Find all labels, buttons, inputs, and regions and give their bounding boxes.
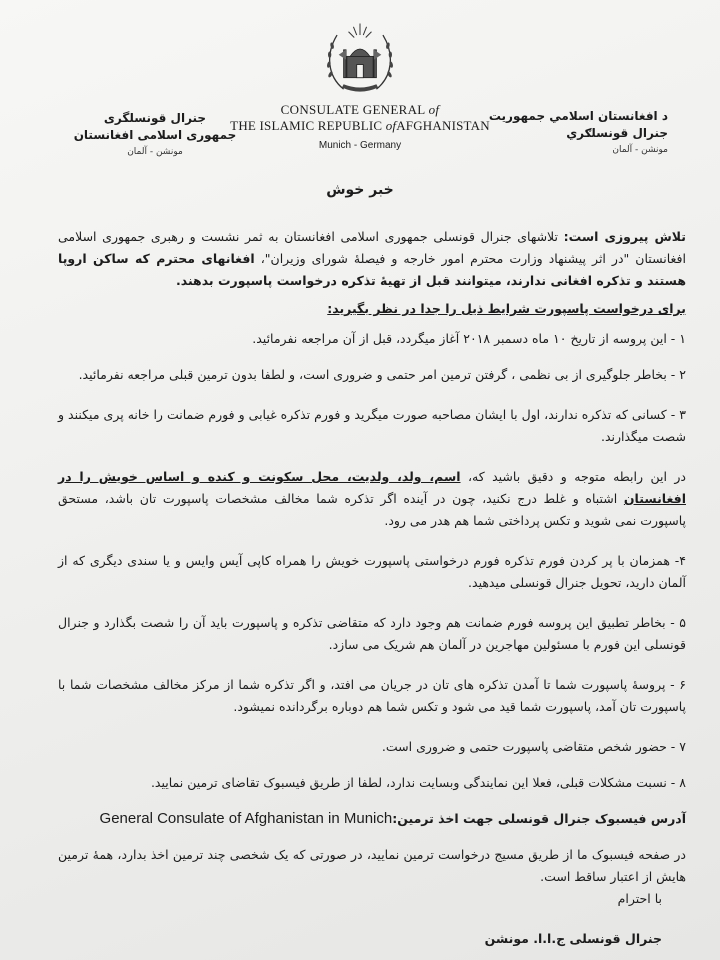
condition-item-6: ۶ - پروسهٔ پاسپورت شما تا آمدن تذکره های تان در جریان می افتد، و اگر تذکره شما از مرکز مخالف مشخصات شما با پاسپورت تان آمد، پاسپورت شما قید می شود و تکس شما هم دوباره برگردانده نمیشود. xyxy=(58,677,686,714)
condition-item-7: ۷ - حضور شخص متقاضی پاسپورت حتمی و ضروری است. xyxy=(381,739,686,754)
condition-item-8: ۸ - نسبت مشکلات قبلی، فعلا این نمایندگی وبسایت ندارد، لطفا از طریق فیسبوک تقاضای ترمین نمایید. xyxy=(150,775,686,790)
condition-item-2: ۲ - بخاطر جلوگیری از بی نظمی ، گرفتن ترمین امر حتمی و ضروری است، و لطفا بدون ترمین قبلی مراجعه نفرمائید. xyxy=(78,367,686,382)
letterhead-pashto-line2: جنرال قونسلګري xyxy=(566,126,668,140)
letterhead-dari-line2: جمهوری اسلامی افغانستان xyxy=(73,128,237,142)
facebook-contact-label: آدرس فیسبوک جنرال قونسلی جهت اخذ ترمین: xyxy=(392,811,686,826)
signature-text: جنرال قونسلی ج.ا.ا. مونشن xyxy=(484,931,662,946)
page-title: خبر خوش xyxy=(326,182,394,198)
letterhead-english xyxy=(220,96,500,151)
intro-bold: افغانهای محترم که ساکن اروپا هستند و تذکره افغانی ندارند، میتوانند قبل از تهیهٔ تذکره درخواست پاسپورت بدهند. xyxy=(58,251,686,288)
letterhead-pashto-city: مونشن - آلمان xyxy=(612,145,668,155)
letterhead-pashto-line1: د افغانستان اسلامي جمهوريت xyxy=(488,109,668,123)
consulate-general-text: CONSULATE GENERAL xyxy=(280,102,426,117)
letterhead-dari-line1: جنرال قونسلگری xyxy=(103,111,207,125)
closing-block xyxy=(485,888,662,950)
afghanistan-text: AFGHANISTAN xyxy=(396,118,490,133)
condition-item-5: ۵ - بخاطر تطبیق این پروسه فورم ضمانت هم وجود دارد که متقاضی تذکره و پاسپورت باید آن را شصت بگذارد و جنرال قونسلی این فورم با مسئولین مهاجرین در آلمان هم شریک می سازد. xyxy=(58,615,686,652)
conditions-heading: برای درخواست پاسپورت شرایط ذیل را جدا در نظر بگیرید: xyxy=(327,301,686,316)
afghanistan-emblem-icon xyxy=(319,16,401,100)
note-post: اشتباه و غلط درج نکنید، چون در آینده اگر تذکره شما مخالف مشخصات پاسپورت تان باشد، مستحق پاسپورت نمی شوید و تکس پرداختی شما هم هدر می رود. xyxy=(58,491,686,528)
intro-text: تلاشهای جنرال قونسلی جمهوری اسلامی افغانستان به ثمر نشست و رهبری جمهوری اسلامی افغانستان "در اثر پیشنهاد وزارت محترم امور خارجه و فیصلهٔ شورای وزیران"، xyxy=(58,229,686,266)
facebook-note: در صفحه فیسبوک ما از طریق مسیج درخواست ترمین نمایید، در صورتی که یک شخصی چند ترمین اخذ بدارد، همهٔ ترمین هایش از اعتبار ساقط است. xyxy=(58,847,686,884)
letterhead-dari-city: مونشن - آلمان xyxy=(127,147,183,157)
of-text: of xyxy=(428,102,440,117)
note-paragraph xyxy=(58,466,686,532)
facebook-page-name: General Consulate of Afghanistan in Munich xyxy=(99,810,393,827)
of-text-2: of xyxy=(385,118,397,133)
intro-paragraph xyxy=(58,226,686,292)
letter-body xyxy=(58,226,686,906)
intro-lead: تلاش پیروزی است: xyxy=(563,229,686,244)
letterhead-city: Munich - Germany xyxy=(318,140,402,151)
condition-item-3: ۳ - کسانی که تذکره ندارند، اول با ایشان مصاحبه صورت میگرید و فورم تذکره غیابی و فورم ضمانت را خانه پری میکنند و شصت میگذارند. xyxy=(58,407,686,444)
condition-item-1: ۱ - این پروسه از تاریخ ۱۰ ماه دسمبر ۲۰۱۸ آغاز میگردد، قبل از آن مراجعه نفرمائید. xyxy=(252,331,686,346)
regards-text: با احترام xyxy=(617,891,662,906)
note-pre: در این رابطه متوجه و دقیق باشید که، xyxy=(460,469,686,484)
letterhead-dari xyxy=(60,110,250,161)
facebook-contact-line xyxy=(58,808,686,830)
condition-item-4: ۴- همزمان با پر کردن فورم تذکره فورم درخواستی پاسپورت خویش را همراه کاپی آیس وایس و یا سندی دیگری که از آلمان دارید، تحویل جنرال قونسلی میدهید. xyxy=(58,553,686,590)
islamic-republic-text: THE ISLAMIC REPUBLIC xyxy=(230,118,383,133)
note-bold: اسم، ولد، ولدیت، محل سکونت و کنده و اساس خویش را در افغانستان xyxy=(58,469,686,506)
